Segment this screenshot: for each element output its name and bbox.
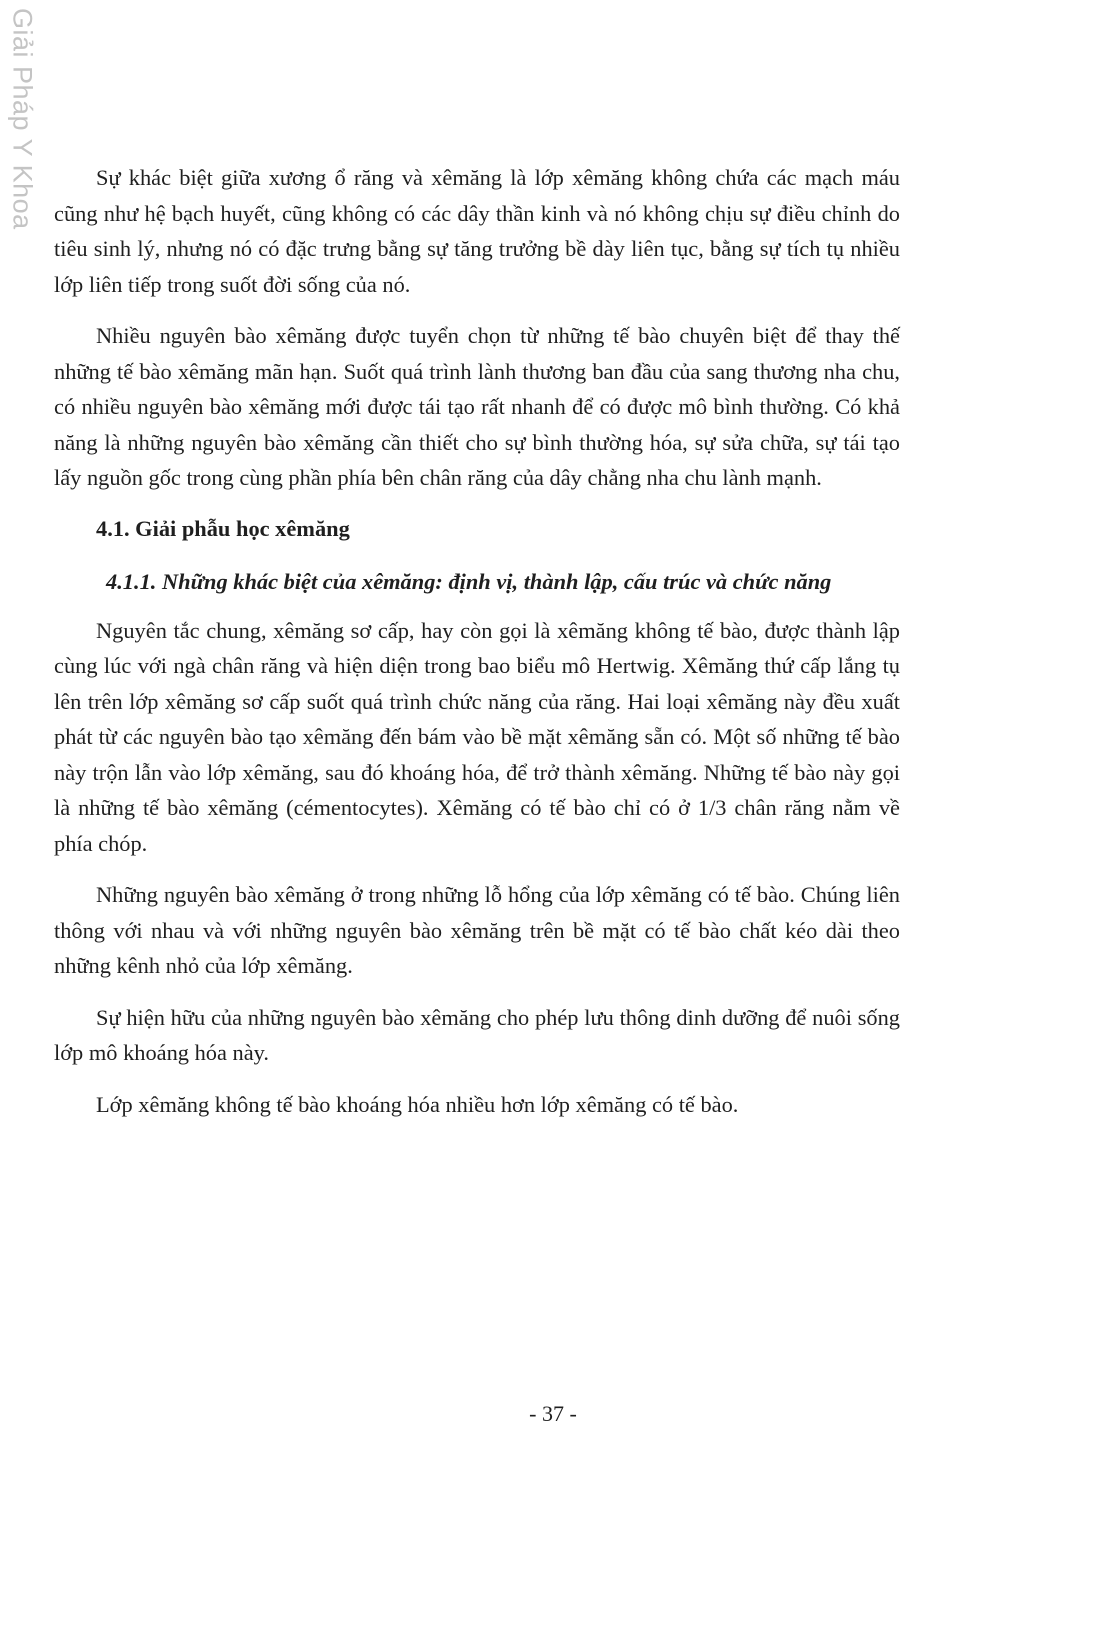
paragraph: Lớp xêmăng không tế bào khoáng hóa nhiều hơn lớp xêmăng có tế bào. xyxy=(96,1091,739,1117)
page-body xyxy=(54,160,900,1138)
watermark-text: Giải Pháp Y Khoa xyxy=(7,8,38,230)
paragraph: Sự hiện hữu của những nguyên bào xêmăng cho phép lưu thông dinh dưỡng để nuôi sống lớp mô khoáng hóa này. xyxy=(54,1004,900,1065)
paragraph: Nguyên tắc chung, xêmăng sơ cấp, hay còn gọi là xêmăng không tế bào, được thành lập cùng lúc với ngà chân răng và hiện diện trong bao biểu mô Hertwig. Xêmăng thứ cấp lắng tụ lên trên lớp xêmăng sơ cấp suốt quá trình chức năng của răng. Hai loại xêmăng này đều xuất phát từ các nguyên bào tạo xêmăng đến bám vào bề mặt xêmăng sẵn có. Một số những tế bào này trộn lẫn vào lớp xêmăng, sau đó khoáng hóa, để trở thành xêmăng. Những tế bào này gọi là những tế bào xêmăng (cémentocytes). Xêmăng có tế bào chỉ có ở 1/3 chân răng nằm về phía chóp. xyxy=(54,617,900,856)
subsection-heading: 4.1.1. Những khác biệt của xêmăng: định vị, thành lập, cấu trúc và chức năng xyxy=(106,568,832,594)
paragraph: Những nguyên bào xêmăng ở trong những lỗ hổng của lớp xêmăng có tế bào. Chúng liên thông với nhau và với những nguyên bào xêmăng trên bề mặt có tế bào chất kéo dài theo những kênh nhỏ của lớp xêmăng. xyxy=(54,882,900,978)
watermark xyxy=(0,8,44,238)
paragraph: Sự khác biệt giữa xương ổ răng và xêmăng là lớp xêmăng không chứa các mạch máu cũng như hệ bạch huyết, cũng không có các dây thần kinh và nó không chịu sự điều chỉnh do tiêu sinh lý, nhưng nó có đặc trưng bằng sự tăng trưởng bề dày liên tục, bằng sự tích tụ nhiều lớp liên tiếp trong suốt đời sống của nó. xyxy=(54,165,900,297)
page-number: - 37 - xyxy=(529,1401,577,1426)
section-heading: 4.1. Giải phẫu học xêmăng xyxy=(96,515,350,541)
paragraph: Nhiều nguyên bào xêmăng được tuyển chọn từ những tế bào chuyên biệt để thay thế những tế bào xêmăng mãn hạn. Suốt quá trình lành thương ban đầu của sang thương nha chu, có nhiều nguyên bào xêmăng mới được tái tạo rất nhanh để có được mô bình thường. Có khả năng là những nguyên bào xêmăng cần thiết cho sự bình thường hóa, sự sửa chữa, sự tái tạo lấy nguồn gốc trong cùng phần phía bên chân răng của dây chằng nha chu lành mạnh. xyxy=(54,323,900,490)
